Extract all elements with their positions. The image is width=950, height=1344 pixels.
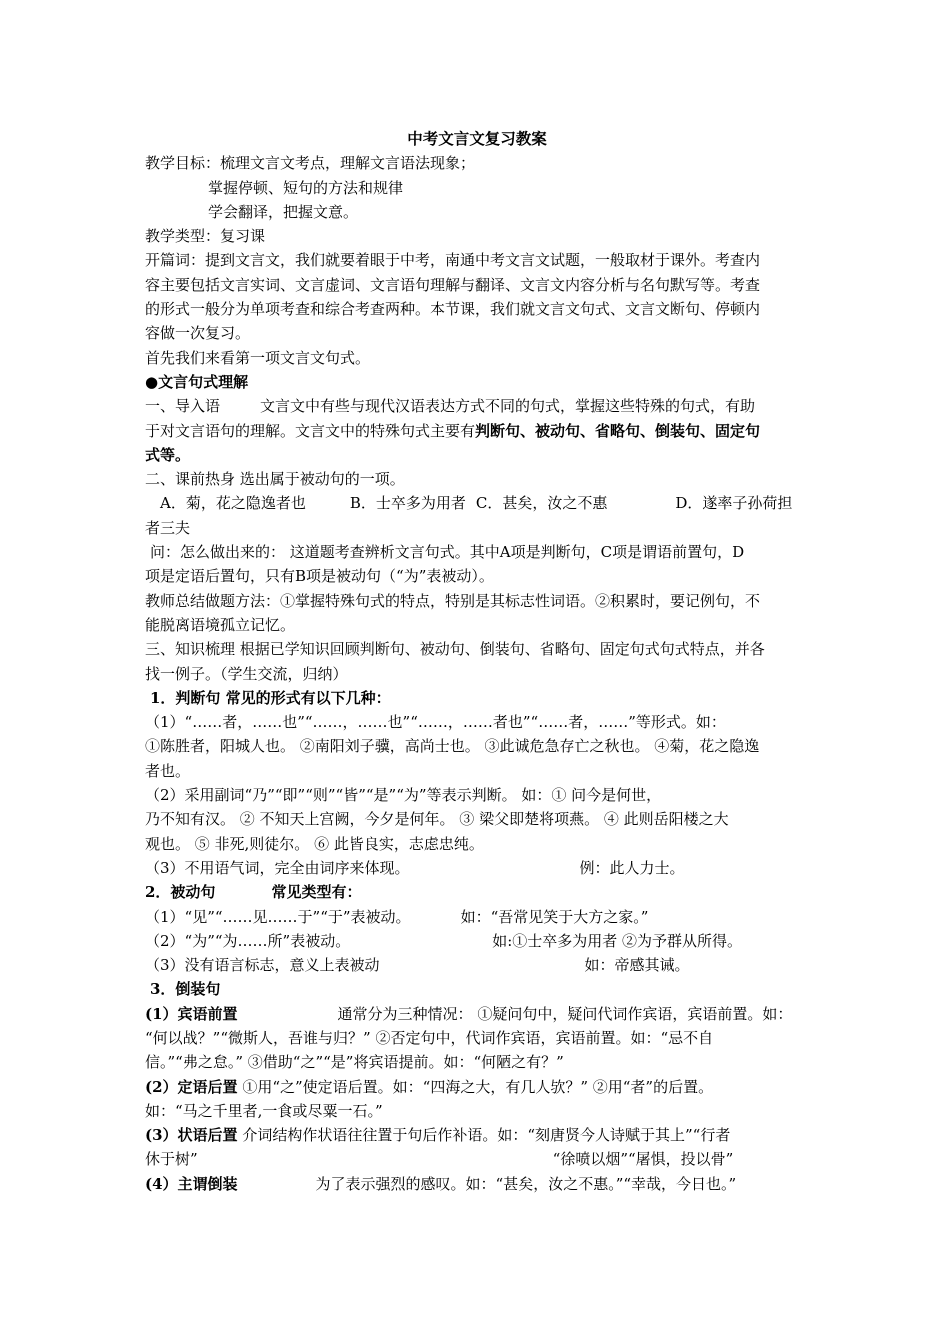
subject-predicate-text: 为了表示强烈的感叹。如：“甚矣，汝之不惠。”“幸哉，今日也。” [315, 1174, 737, 1193]
judge-line: 观也。 ⑤ 非死,则徒尔。 ⑥ 此皆良实，志虑忠纯。 [145, 834, 484, 853]
goal-line-1 [145, 151, 809, 175]
intro-line: 开篇词：提到文言文，我们就要着眼于中考，南通中考文言文试题，一般取材于课外。考查内 [145, 251, 761, 270]
passive-line [145, 953, 809, 977]
judge-rule-3: （3）不用语气词，完全由词序来体现。 [145, 858, 410, 877]
subject-predicate-label: (4）主谓倒装 [145, 1174, 238, 1193]
adverbial-text: 介词结构作状语往往置于句后作补语。如：“刻唐贤今人诗赋于其上”“行者 [237, 1126, 731, 1145]
inversion-line [145, 1147, 809, 1171]
passive-rule-2: （2）“为”“为……所”表被动。 [145, 931, 351, 950]
judge-line: 者也。 [145, 761, 191, 780]
passive-title: 2．被动句 [145, 883, 216, 902]
s1-text: 文言文中有些与现代汉语表达方式不同的句式，掌握这些特殊的句式，有助 [260, 397, 756, 416]
s2-options [145, 491, 809, 515]
option-d: D．遂率子孙荷担 [675, 494, 793, 513]
inversion-line: 如：“马之千里者,一食或尽粟一石。” [145, 1101, 383, 1120]
judge-line: ①陈胜者，阳城人也。 ②南阳刘子骥，高尚士也。 ③此诚危急存亡之秋也。 ④菊，花之隐逸 [145, 737, 760, 756]
s1-label: 一、导入语 [145, 397, 221, 416]
option-d-cont: 者三夫 [145, 518, 191, 537]
s1-line-1 [145, 394, 809, 418]
passive-line [145, 905, 809, 929]
judge-line [145, 856, 809, 880]
judge-line: 乃不知有汉。 ② 不知天上宫阙，今夕是何年。 ③ 梁父即楚将项燕。 ④ 此则岳阳楼之大 [145, 810, 729, 829]
s2-summary: 能脱离语境孤立记忆。 [145, 615, 296, 634]
s1-bold: 判断句、被动句、省略句、倒装句、固定句 [475, 421, 761, 440]
object-fronting-label: (1）宾语前置 [145, 1004, 238, 1023]
intro-line: 容主要包括文言实词、文言虚词、文言语句理解与翻译、文言文内容分析与名句默写等。考查 [145, 275, 761, 294]
s1-line-2 [145, 419, 809, 443]
attributive-label: (2）定语后置 [145, 1077, 238, 1096]
passive-subtitle: 常见类型有： [271, 883, 362, 902]
document-body [145, 127, 809, 1196]
judge-example-3: 例：此人力士。 [579, 858, 685, 877]
judge-line: （2）采用副词“乃”“即”“则”“皆”“是”“为”等表示判断。 如：① 问今是何世， [145, 786, 662, 805]
judge-heading: 1．判断句 常见的形式有以下几种： [150, 688, 391, 707]
s3-line: 找一例子。（学生交流，归纳） [145, 664, 348, 683]
inversion-line: 信。”“弗之怠。” ③借助“之”“是”将宾语提前。如：“何陋之有？” [145, 1053, 564, 1072]
inversion-heading: 3．倒装句 [150, 980, 221, 999]
section-heading: ●文言句式理解 [145, 372, 249, 391]
goal-1: 梳理文言文考点，理解文言语法现象； [220, 154, 476, 173]
attributive-text: ①用“之”使定语后置。如：“四海之大，有几人欤？” ②用“者”的后置。 [237, 1077, 714, 1096]
intro-line: 的形式一般分为单项考查和综合考查两种。本节课，我们就文言文句式、文言文断句、停顿内 [145, 300, 761, 319]
first-line: 首先我们来看第一项文言文句式。 [145, 348, 371, 367]
s3-line: 三、知识梳理 根据已学知识回顾判断句、被动句、倒装句、省略句、固定句式句式特点，并各 [145, 640, 765, 659]
goal-2: 掌握停顿、短句的方法和规律 [208, 178, 404, 197]
s1-bold-end: 式等。 [145, 445, 191, 464]
passive-heading [145, 880, 809, 904]
option-b: B．士卒多为用者 [349, 494, 466, 513]
s2-summary: 教师总结做题方法：①掌握特殊句式的特点，特别是其标志性词语。②积累时，要记例句，不 [145, 591, 761, 610]
inversion-line [145, 1123, 809, 1147]
s2-ask: 问：怎么做出来的： 这道题考查辨析文言句式。其中A项是判断句，C项是谓语前置句，D [150, 543, 745, 562]
inversion-line [145, 1002, 809, 1026]
s2-ask: 项是定语后置句，只有B项是被动句（“为”表被动）。 [145, 567, 494, 586]
goal-3: 学会翻译，把握文意。 [208, 202, 359, 221]
type-line: 教学类型：复习课 [145, 227, 266, 246]
passive-example-1: 如：“吾常见笑于大方之家。” [460, 907, 649, 926]
passive-rule-3: （3）没有语言标志，意义上表被动 [145, 956, 380, 975]
s1-text: 于对文言语句的理解。文言文中的特殊句式主要有 [145, 421, 476, 440]
judge-line: （1）“……者，……也”“……，……也”“……，……者也”“……者，……”等形式。如： [145, 713, 726, 732]
passive-rule-1: （1）“见”“……见……于”“于”表被动。 [145, 907, 411, 926]
option-a: A．菊，花之隐逸者也 [160, 494, 306, 513]
passive-example-2: 如:①士卒多为用者 ②为予群从所得。 [492, 931, 743, 950]
goal-label: 教学目标： [145, 154, 221, 173]
inversion-line: “何以战？”“微斯人，吾谁与归？” ②否定句中，代词作宾语，宾语前置。如：“忌不自 [145, 1028, 714, 1047]
adverbial-cont: 休于树” [145, 1150, 198, 1169]
s2-line: 二、课前热身 选出属于被动句的一项。 [145, 470, 405, 489]
inversion-line [145, 1172, 809, 1196]
adverbial-examples: “徐喷以烟”“屠惧，投以骨” [552, 1150, 734, 1169]
option-c: C．甚矣，汝之不惠 [475, 494, 608, 513]
doc-title: 中考文言文复习教案 [407, 129, 547, 148]
passive-example-3: 如：帝感其诫。 [584, 956, 690, 975]
inversion-line [145, 1075, 809, 1099]
passive-line [145, 929, 809, 953]
object-fronting-text: 通常分为三种情况： ①疑问句中，疑问代词作宾语，宾语前置。如： [337, 1004, 793, 1023]
intro-line: 容做一次复习。 [145, 324, 251, 343]
adverbial-label: (3）状语后置 [145, 1126, 238, 1145]
